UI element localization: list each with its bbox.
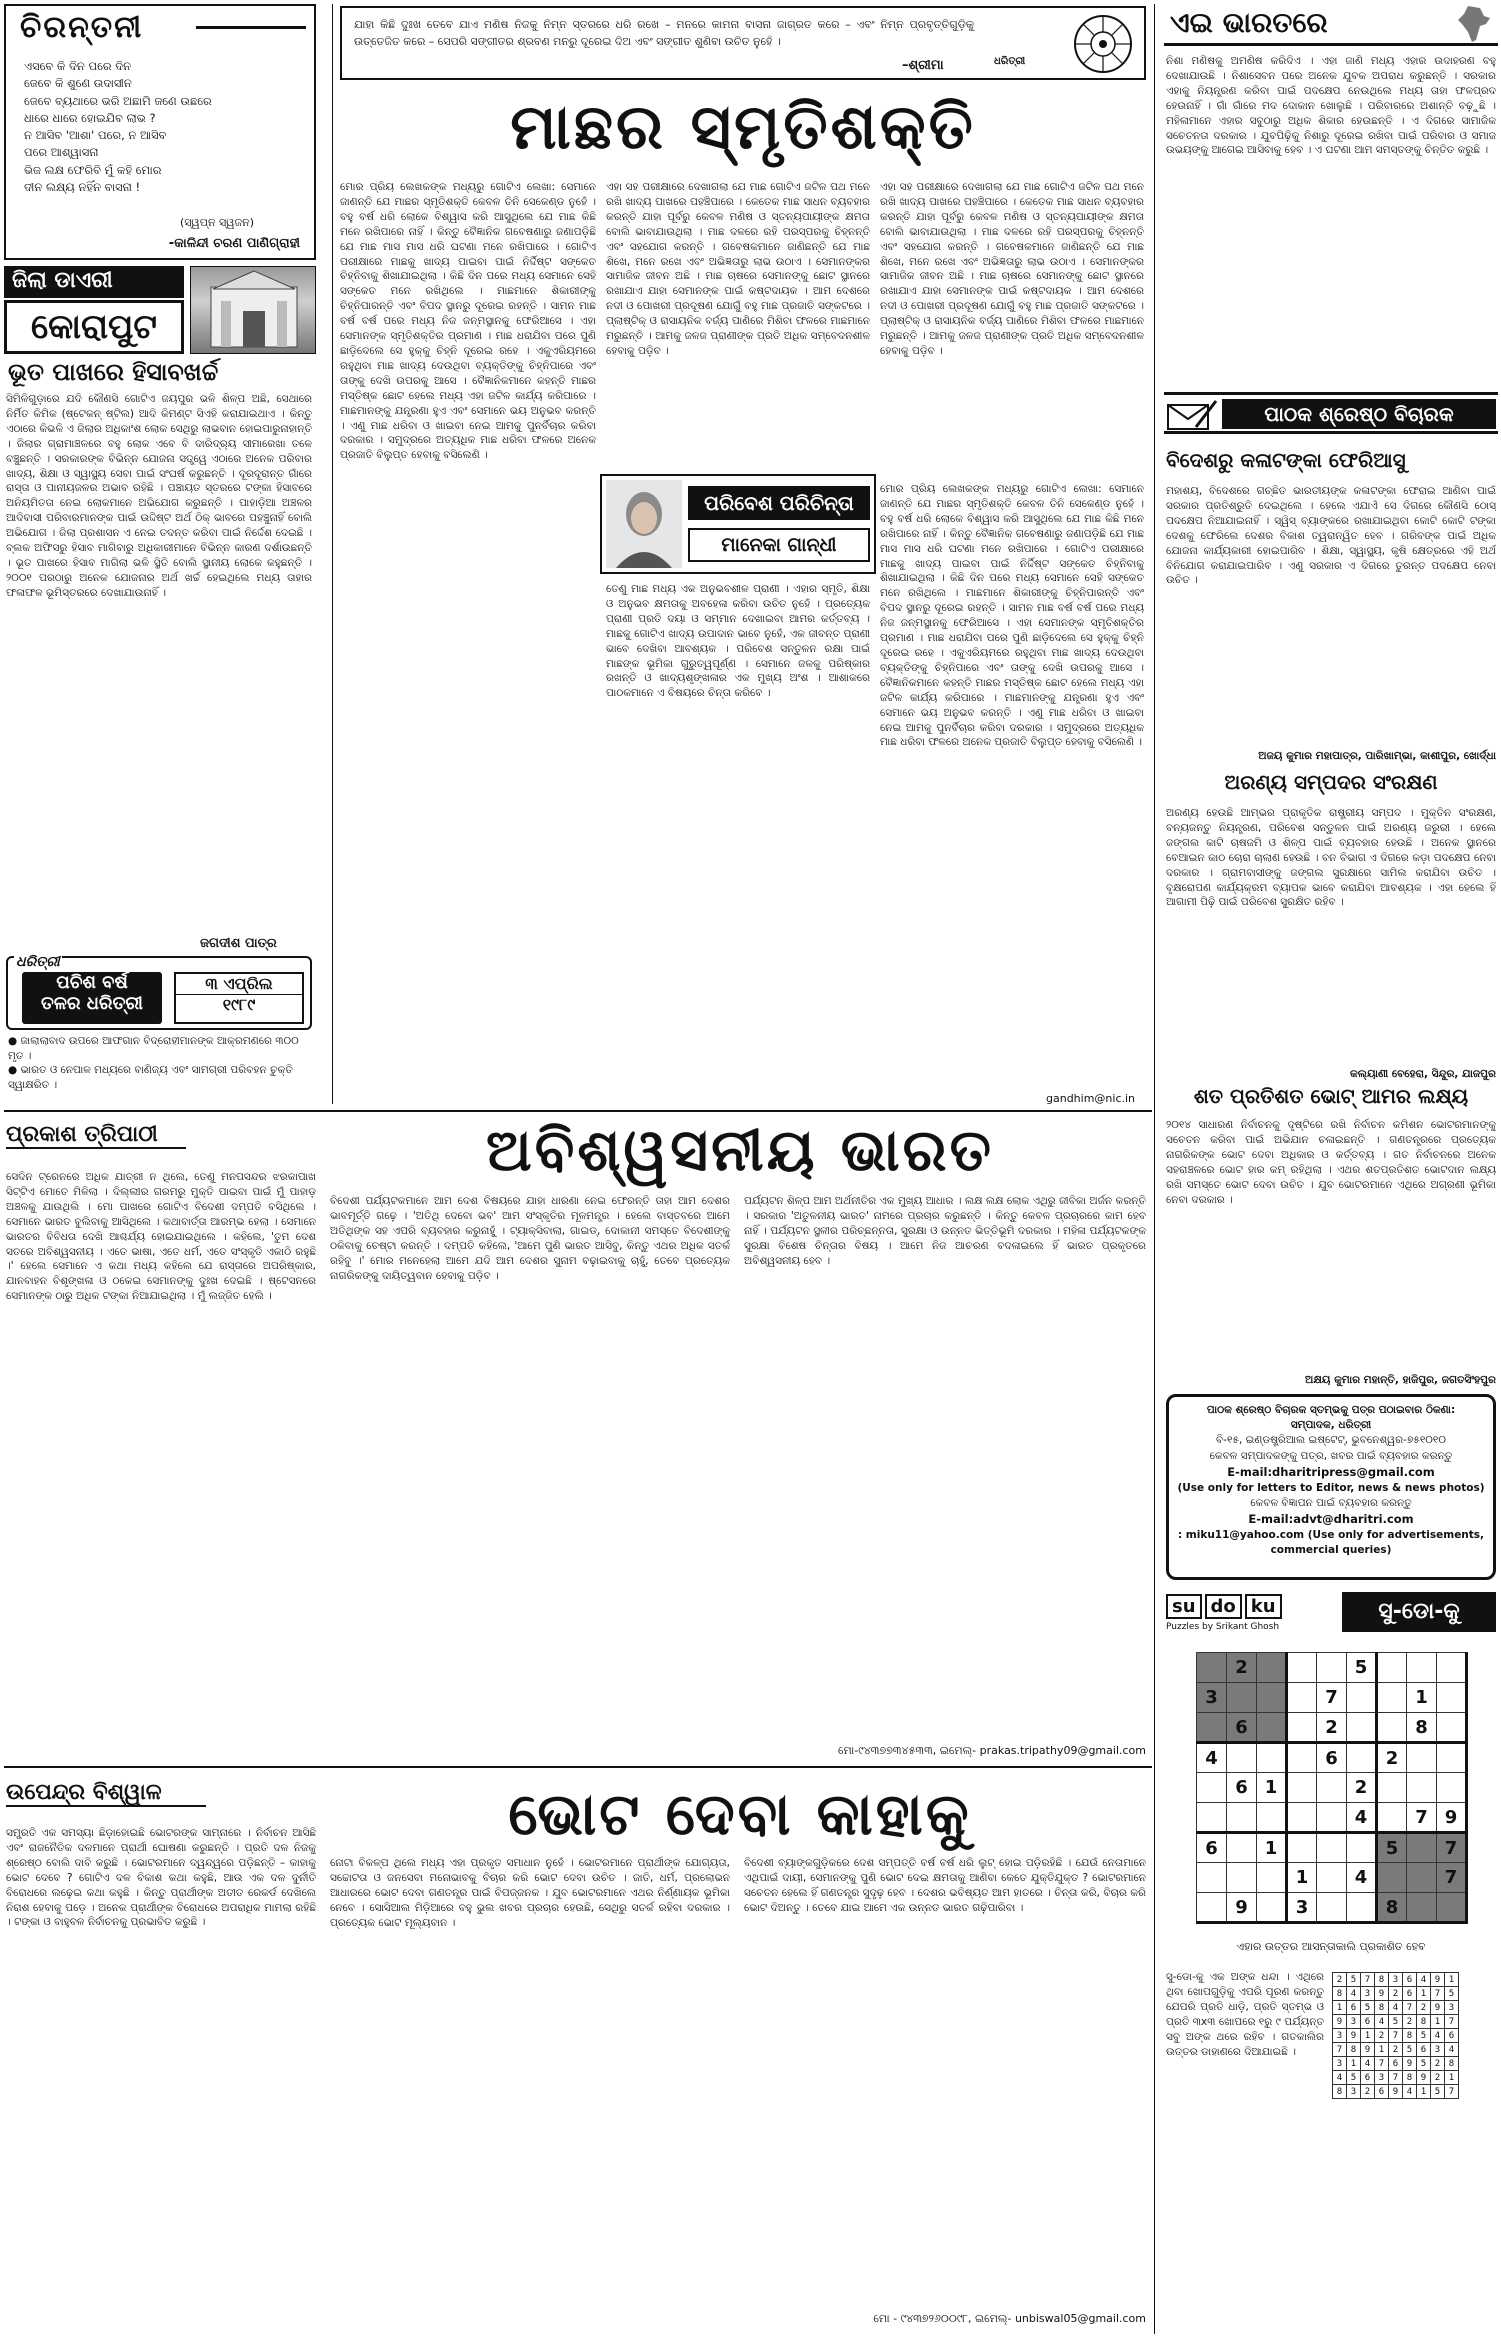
sudoku-cell[interactable] [1407,1773,1437,1803]
contact-email[interactable]: E-mail:dharitripress@gmail.com [1227,1464,1435,1479]
solution-cell: 4 [1361,2057,1375,2071]
pathak-title: ପାଠକ ଶ୍ରେଷ୍ଠ ବିଚାରକ [1222,399,1496,429]
anniv-date1: ୩ ଏପ୍ରିଲ [176,974,302,995]
sudoku-cell[interactable]: 4 [1347,1863,1377,1893]
contact-box [1166,1394,1496,1580]
sudoku-cell[interactable] [1227,1683,1257,1713]
sudoku-cell[interactable] [1437,1683,1467,1713]
zilla-diary-label: ଜିଲା ଡାଏରୀ [4,266,184,298]
solution-cell: 9 [1431,1973,1445,1987]
sudoku-cell[interactable]: 5 [1377,1833,1407,1863]
zilla-text: ସିମିଳିଗୁଡ଼ାରେ ଯଦି କୌଣସି ଗୋଟିଏ ଜୟପୁର ଭଳି ଶିଳ୍ପ ଅଛି, ସେଥାରେ ନିର୍ମିତ କିମିକ (ଷ୍ଟେକନ୍‌ ଷ୍ଟିଲ) ଆଦି କିମଣ୍ଟ ସିଏହି କରାଯାଇଥାଏ । କିନ୍ତୁ ଏଠାରେ କିଭଳି ଏ ଜିଲାର ଅଧିକାଂଶ ଲୋକ ସେଥିରୁ ଲାଭବାନ ହୋଇପାରୁନାହାନ୍ତି । ଜିଲାର ଗ୍ରାମାଞ୍ଚଳରେ ବହୁ ଲୋକ ଏବେ ବି ଦାରିଦ୍ର୍ୟ ସୀମାରେଖା ତଳେ ବଞ୍ଚୁଛନ୍ତି । ସରକାରଙ୍କ ବିଭିନ୍ନ ଯୋଜନା ସତ୍ତ୍ୱେ ଏଠାରେ ଅନେକ ପରିବାର ଖାଦ୍ୟ, ଶିକ୍ଷା ଓ ସ୍ୱାସ୍ଥ୍ୟ ସେବା ପାଇଁ ସଂଘର୍ଷ କରୁଛନ୍ତି । ଦୂରଦୂରାନ୍ତ ଗାଁରେ ରାସ୍ତା ଓ ପାନୀୟଜଳର ଅଭାବ ରହିଛି । ପଞ୍ଚାୟତ ସ୍ତରରେ ଟଙ୍କା ହିସାବରେ ଅନିୟମିତତା ନେଇ ଲୋକମାନେ ଅଭିଯୋଗ କରୁଛନ୍ତି । ପାହାଡ଼ିଆ ଅଞ୍ଚଳର ଆଦିବାସୀ ପରିବାରମାନଙ୍କ ପାଇଁ ଉଦ୍ଦିଷ୍ଟ ଅର୍ଥ ଠିକ୍ ଭାବରେ ପହଞ୍ଚୁନାହିଁ ବୋଲି ଅଭିଯୋଗ । ଜିଲା ପ୍ରଶାସନ ଏ ନେଇ ତଦନ୍ତ କରିବା ପାଇଁ ନିର୍ଦ୍ଦେଶ ଦେଇଛି । ବ୍ଲକ ଅଫିସରୁ ହିସାବ ମାଗିବାରୁ ଅଧିକାରୀମାନେ ବିଭିନ୍ନ କାରଣ ଦର୍ଶାଉଛନ୍ତି । ଭୂତ ପାଖରେ ହିସାବ ମାଗିଲା ଭଳି ସ୍ଥିତି ବୋଲି ସ୍ଥାନୀୟ ଲୋକେ କହୁଛନ୍ତି । ୨୦୦୧ ପରଠାରୁ ଅନେକ ଯୋଜନାର ଅର୍ଥ ଖର୍ଚ୍ଚ ହେଇଥିଲେ ମଧ୍ୟ ତାହାର ଫଳାଫଳ ଭୂମିସ୍ତରରେ ଦେଖାଯାଉନାହିଁ । [6,393,312,599]
solution-cell: 3 [1333,2057,1347,2071]
zilla-headline: ଭୂତ ପାଖରେ ହିସାବଖର୍ଚ୍ଚ [8,358,219,386]
solution-cell: 2 [1375,2029,1389,2043]
sudoku-rules: ସୁ-ଡୋ-କୁ ଏକ ଅଙ୍କ ଧନ୍ଦା । ଏଥିରେ ଥିବା ଖୋପଗୁଡ଼ିକୁ ଏପରି ପୂରଣ କରନ୍ତୁ ଯେପରି ପ୍ରତି ଧାଡ଼ି, ପ୍ରତି ସ୍ତମ୍ଭ ଓ ପ୍ରତି ୩x୩ ଖୋପରେ ୧ରୁ ୯ ପର୍ଯ୍ୟନ୍ତ ସବୁ ଅଙ୍କ ଥରେ ରହିବ । ଗତକାଲିର ଉତ୍ତର ଡାହାଣରେ ଦିଆଯାଇଛି । [1166,1971,1324,2058]
title-rule [196,26,306,29]
solution-cell: 6 [1403,1973,1417,1987]
sudoku-cell[interactable] [1347,1893,1377,1923]
abiswas-col3: ପର୍ଯ୍ୟଟନ ଶିଳ୍ପ ଆମ ଅର୍ଥନୀତିର ଏକ ମୁଖ୍ୟ ଆଧାର । ଲକ୍ଷ ଲକ୍ଷ ଲୋକ ଏଥିରୁ ଜୀବିକା ଅର୍ଜନ କରନ୍ତି । ସରକାର 'ଅତୁଳନୀୟ ଭାରତ' ନାମରେ ପ୍ରଚାର କରୁଛନ୍ତି । କିନ୍ତୁ କେବଳ ପ୍ରଚାରରେ କାମ ହେବ ନାହିଁ । ପର୍ଯ୍ୟଟନ ସ୍ଥଳୀର ପରିଚ୍ଛନ୍ନତା, ସୁରକ୍ଷା ଓ ଉନ୍ନତ ଭିତ୍ତିଭୂମି ଦରକାର । ମହିଳା ପର୍ଯ୍ୟଟକଙ୍କ ସୁରକ୍ଷା ବିଶେଷ ଚିନ୍ତାର ବିଷୟ । ଆମେ ନିଜ ଆଚରଣ ବଦଳାଇଲେ ହିଁ ଭାରତ ପ୍ରକୃତରେ ଅବିଶ୍ୱସନୀୟ ହେବ । [744,1195,1146,1267]
solution-cell: 1 [1445,2071,1459,2085]
contact-line: (Use only for letters to Editor, news & news photos) [1177,1481,1485,1494]
chirantani-author: -କାଳିନ୍ଦୀ ଚରଣ ପାଣିଗ୍ରାହୀ [168,236,300,251]
solution-cell: 3 [1375,2071,1389,2085]
sudoku-cell[interactable] [1257,1803,1287,1833]
fish-col1: ମୋର ପ୍ରିୟ ଲେଖକଙ୍କ ମଧ୍ୟରୁ ଗୋଟିଏ ଲେଖା: ସେମାନେ ଜାଣନ୍ତି ଯେ ମାଛର ସ୍ମୃତିଶକ୍ତି କେବଳ ତିନି ସେକେଣ୍ଡ ନୁହେଁ । ବହୁ ବର୍ଷ ଧରି ଲୋକେ ବିଶ୍ୱାସ କରି ଆସୁଥିଲେ ଯେ ମାଛ କିଛି ମନେ ରଖିପାରେ ନାହିଁ । କିନ୍ତୁ ବୈଜ୍ଞାନିକ ଗବେଷଣାରୁ ଜଣାପଡ଼ିଛି ଯେ ମାଛ ମାସ ମାସ ଧରି ଘଟଣା ମନେ ରଖିପାରେ । ଗୋଟିଏ ପରୀକ୍ଷାରେ ମାଛକୁ ଖାଦ୍ୟ ପାଇବା ପାଇଁ ନିର୍ଦ୍ଦିଷ୍ଟ ସଙ୍କେତ ଚିହ୍ନିବାକୁ ଶିଖାଯାଇଥିଲା । କିଛି ଦିନ ପରେ ମଧ୍ୟ ସେମାନେ ସେହି ସଙ୍କେତ ମନେ ରଖିଥିଲେ । ମାଛମାନେ ଶିକାରୀଙ୍କୁ ଚିହ୍ନିପାରନ୍ତି ଏବଂ ବିପଦ ସ୍ଥାନରୁ ଦୂରେଇ ରହନ୍ତି । ସାମନ ମାଛ ବର୍ଷ ବର୍ଷ ପରେ ମଧ୍ୟ ନିଜ ଜନ୍ମସ୍ଥାନକୁ ଫେରିଆସେ । ଏହା ସେମାନଙ୍କ ସ୍ମୃତିଶକ୍ତିର ପ୍ରମାଣ । ମାଛ ଧରାଯିବା ପରେ ପୁଣି ଛାଡ଼ିଦେଲେ ସେ ହୁକ୍‌କୁ ଚିହ୍ନି ଦୂରେଇ ରହେ । ଏକୁଏରିୟମରେ ରହୁଥିବା ମାଛ ଖାଦ୍ୟ ଦେଉଥିବା ବ୍ୟକ୍ତିଙ୍କୁ ଚିହ୍ନିପାରେ ଏବଂ ତାଙ୍କୁ ଦେଖି ଉପରକୁ ଆସେ । ବୈଜ୍ଞାନିକମାନେ କହନ୍ତି ମାଛର ମସ୍ତିଷ୍କ ଛୋଟ ହେଲେ ମଧ୍ୟ ଏହା ଜଟିଳ କାର୍ଯ୍ୟ କରିପାରେ । ମାଛମାନଙ୍କୁ ଯନ୍ତ୍ରଣା ହୁଏ ଏବଂ ସେମାନେ ଭୟ ଅନୁଭବ କରନ୍ତି । ଏଣୁ ମାଛ ଧରିବା ଓ ଖାଇବା ନେଇ ଆମକୁ ପୁନର୍ବିଚାର କରିବା ଦରକାର । ସମୁଦ୍ରରେ ଅତ୍ୟଧିକ ମାଛ ଧରିବା ଫଳରେ ଅନେକ ପ୍ରଜାତି ବିଲୁପ୍ତ ହେବାକୁ ବସିଲେଣି । [340,181,596,462]
temple-photo [190,266,316,354]
sudoku-cell[interactable] [1407,1743,1437,1773]
solution-cell: 3 [1347,2085,1361,2099]
solution-cell: 1 [1431,2015,1445,2029]
solution-cell: 2 [1361,2085,1375,2099]
sudoku-row [1197,1893,1467,1923]
sudoku-cell[interactable]: 1 [1257,1773,1287,1803]
solution-cell: 7 [1389,2071,1403,2085]
sudoku-cell[interactable] [1227,1833,1257,1863]
solution-cell: 7 [1445,2015,1459,2029]
solution-cell: 6 [1361,2071,1375,2085]
sudoku-cell[interactable]: 2 [1377,1743,1407,1773]
ei-bharatare-header [1164,4,1498,46]
solution-cell: 1 [1333,2001,1347,2015]
sudoku-cell[interactable]: 9 [1437,1803,1467,1833]
solution-cell: 7 [1333,2043,1347,2057]
column-author: ମାନେକା ଗାନ୍ଧୀ [688,528,870,562]
sudoku-cell[interactable] [1197,1893,1227,1923]
solution-cell: 9 [1389,2085,1403,2099]
contact-line: ବି-୧୫, ଇଣ୍ଡଷ୍ଟ୍ରିଆଲ ଇଷ୍ଟେଟ୍, ଭୁବନେଶ୍ୱର-୭୫୧୦୧୦ [1216,1434,1446,1447]
fish-col3: ଏହା ସହ ପରୀକ୍ଷାରେ ଦେଖାଗଲା ଯେ ମାଛ ଗୋଟିଏ ଜଟିଳ ପଥ ମନେ ରଖି ଖାଦ୍ୟ ପାଖରେ ପହଞ୍ଚିପାରେ । କେତେକ ମାଛ ସାଧନ ବ୍ୟବହାର କରନ୍ତି ଯାହା ପୂର୍ବରୁ କେବଳ ମଣିଷ ଓ ସ୍ତନ୍ୟପାୟୀଙ୍କ କ୍ଷମତା ବୋଲି ଭାବାଯାଉଥିଲା । ମାଛ ଦଳରେ ରହି ପରସ୍ପରକୁ ଚିହ୍ନନ୍ତି ଏବଂ ସହଯୋଗ କରନ୍ତି । ଗବେଷକମାନେ ଜାଣିଛନ୍ତି ଯେ ମାଛ ଶିଖେ, ମନେ ରଖେ ଏବଂ ଅଭିଜ୍ଞତାରୁ ଲାଭ ଉଠାଏ । ସେମାନଙ୍କର ସାମାଜିକ ଜୀବନ ଅଛି । ମାଛ ଚାଷରେ ସେମାନଙ୍କୁ ଛୋଟ ସ୍ଥାନରେ ରଖାଯାଏ ଯାହା ସେମାନଙ୍କ ପାଇଁ କଷ୍ଟଦାୟକ । ଆମ ଦେଶରେ ନଦୀ ଓ ପୋଖରୀ ପ୍ରଦୂଷଣ ଯୋଗୁଁ ବହୁ ମାଛ ପ୍ରଜାତି ସଙ୍କଟରେ । ପ୍ଲାଷ୍ଟିକ୍ ଓ ରାସାୟନିକ ବର୍ଜ୍ୟ ପାଣିରେ ମିଶିବା ଫଳରେ ମାଛମାନେ ମରୁଛନ୍ତି । ଆମକୁ ଜଳଜ ପ୍ରାଣୀଙ୍କ ପ୍ରତି ଅଧିକ ସମ୍ବେଦନଶୀଳ ହେବାକୁ ପଡ଼ିବ । [880,181,1144,357]
solution-cell: 2 [1403,2015,1417,2029]
solution-cell: 4 [1417,1973,1431,1987]
sudoku-cell[interactable]: 3 [1287,1893,1317,1923]
solution-cell: 9 [1375,1987,1389,2001]
section-rule [4,1766,1152,1768]
solution-cell: 2 [1431,2057,1445,2071]
vote-col1: ସମ୍ପ୍ରତି ଏକ ସମସ୍ୟା ଛିଡ଼ାହୋଇଛି ଭୋଟରଙ୍କ ସାମ୍ନାରେ । ନିର୍ବାଚନ ଆସିଛି ଏବଂ ରାଜନୈତିକ ଦଳମାନେ ପ୍ରାର୍ଥୀ ଘୋଷଣା କରୁଛନ୍ତି । ପ୍ରତି ଦଳ ନିଜକୁ ଶ୍ରେଷ୍ଠ ବୋଲି ଦାବି କରୁଛି । ଭୋଟରମାନେ ଦ୍ୱନ୍ଦ୍ୱରେ ପଡ଼ିଛନ୍ତି – କାହାକୁ ଭୋଟ ଦେବେ ? ଗୋଟିଏ ଦଳ ବିକାଶ କଥା କହୁଛି, ଆଉ ଏକ ଦଳ ଦୁର୍ନୀତି ବିରୋଧରେ ଲଢ଼େଇ କଥା କହୁଛି । କିନ୍ତୁ ପ୍ରାର୍ଥୀଙ୍କ ଅତୀତ ରେକର୍ଡ ଦେଖିଲେ ନିରାଶ ହେବାକୁ ପଡ଼େ । ଅନେକ ପ୍ରାର୍ଥୀଙ୍କ ବିରୋଧରେ ଅପରାଧିକ ମାମଲା ରହିଛି । ଟଙ୍କା ଓ ବାହୁବଳ ନିର୍ବାଚନକୁ ପ୍ରଭାବିତ କରୁଛି । [6,1827,316,1929]
solution-cell: 3 [1445,2001,1459,2015]
sudoku-cell[interactable] [1287,1683,1317,1713]
sudoku-cell[interactable] [1437,1713,1467,1743]
sudoku-cell[interactable] [1317,1893,1347,1923]
ei-bharatare-text: ନିଶା ମଣିଷକୁ ଅମଣିଷ କରିଦିଏ । ଏହା ଜାଣି ମଧ୍ୟ ଏହାର ଉଦାହରଣ ବହୁ ଦେଖାଯାଉଛି । ନିଶାସେବନ ପରେ ଅନେକ ଯୁବକ ଅପରାଧ କରୁଛନ୍ତି । ସରକାର ଏହାକୁ ନିୟନ୍ତ୍ରଣ କରିବା ପାଇଁ ପଦକ୍ଷେପ ନେଉଥିଲେ ମଧ୍ୟ ତାହା ଫଳପ୍ରଦ ହେଉନାହିଁ । ଗାଁ ଗାଁରେ ମଦ ଦୋକାନ ଖୋଲୁଛି । ପରିବାରରେ ଅଶାନ୍ତି ବଢ଼ୁଛି । ମହିଳାମାନେ ଏହାର ସବୁଠାରୁ ଅଧିକ ଶିକାର ହେଉଛନ୍ତି । ଏ ଦିଗରେ ସାମାଜିକ ସଚେତନତା ଦରକାର । ଯୁବପିଢ଼ିକୁ ନିଶାରୁ ଦୂରେଇ ରଖିବା ପାଇଁ ପରିବାର ଓ ସମାଜ ଉଭୟଙ୍କୁ ଆଗେଇ ଆସିବାକୁ ହେବ । ଏ ଘଟଣା ଆମ ସମସ୍ତଙ୍କୁ ଚିନ୍ତିତ କରୁଛି । [1166,55,1496,157]
pathak-header [1164,392,1498,434]
sudoku-cell[interactable] [1347,1743,1377,1773]
abiswas-email: ମୋ-୯୪୩୭୭୩୪୫୩୩, ଇମେଲ୍- prakas.tripathy09@gmail.com [838,1744,1146,1757]
solution-cell: 3 [1361,1987,1375,2001]
vote-col3: ବିଦେଶୀ ବ୍ୟାଙ୍କଗୁଡ଼ିକରେ ଦେଶ ସମ୍ପତ୍ତି ବର୍ଷ ବର୍ଷ ଧରି ଲୁଟ୍ ହୋଇ ପଡ଼ିରହିଛି । ଯେଉଁ ନେତାମାନେ ଏଥିପାଇଁ ଦାୟୀ, ସେମାନଙ୍କୁ ପୁଣି ଭୋଟ ଦେଇ କ୍ଷମତାକୁ ଆଣିବା କେତେ ଯୁକ୍ତିଯୁକ୍ତ ? ଭୋଟରମାନେ ସଚେତନ ହେଲେ ହିଁ ଗଣତନ୍ତ୍ର ସୁଦୃଢ଼ ହେବ । ଦେଶର ଭବିଷ୍ୟତ ଆମ ହାତରେ । ଚିନ୍ତା କରି, ବିଚାର କରି ଭୋଟ ଦିଅନ୍ତୁ । ତେବେ ଯାଇ ଆମେ ଏକ ଉନ୍ନତ ଭାରତ ଗଢ଼ିପାରିବା । [744,1857,1146,1914]
sudoku-cell[interactable] [1317,1863,1347,1893]
fish-email: gandhim@nic.in [1046,1092,1136,1105]
pathak-item1-author: ଅଜୟ କୁମାର ମହାପାତ୍ର, ପାରିଖାମ୍ଭା, କାଶୀପୁର, ଖୋର୍ଦ୍ଧା [1258,750,1496,762]
pathak-item3-title: ଶତ ପ୍ରତିଶତ ଭୋଟ୍ ଆମର ଲକ୍ଷ୍ୟ [1193,1084,1469,1108]
solution-cell: 7 [1361,1973,1375,1987]
sudoku-cell[interactable] [1287,1833,1317,1863]
sudoku-row [1197,1743,1467,1773]
solution-row [1333,2043,1459,2057]
sudoku-cell[interactable] [1377,1653,1407,1683]
solution-cell: 2 [1333,1973,1347,1987]
sudoku-cell[interactable] [1437,1743,1467,1773]
sudoku-solution-grid [1332,1972,1459,2099]
sudoku-cell[interactable] [1227,1803,1257,1833]
solution-row [1333,2085,1459,2099]
solution-cell: 9 [1347,2029,1361,2043]
sudoku-cell[interactable]: 7 [1437,1833,1467,1863]
sudoku-row [1197,1653,1467,1683]
sudoku-cell[interactable] [1377,1863,1407,1893]
solution-cell: 6 [1417,2043,1431,2057]
solution-cell: 8 [1347,2043,1361,2057]
solution-cell: 5 [1347,1973,1361,1987]
column-name: ପରିବେଶ ପରିଚିନ୍ତା [688,486,870,520]
india-map-icon [1454,4,1494,44]
sudoku-cell[interactable] [1197,1803,1227,1833]
solution-row [1333,2015,1459,2029]
section-rule [4,1110,1152,1112]
solution-cell: 9 [1361,2043,1375,2057]
solution-cell: 4 [1375,2015,1389,2029]
sudoku-row [1197,1833,1467,1863]
solution-cell: 4 [1389,2001,1403,2015]
solution-cell: 7 [1389,2029,1403,2043]
sudoku-header [1166,1592,1496,1638]
solution-row [1333,2001,1459,2015]
sudoku-cell[interactable] [1347,1713,1377,1743]
solution-cell: 1 [1417,1987,1431,2001]
solution-cell: 7 [1445,2085,1459,2099]
district-name: କୋରାପୁଟ [4,300,184,354]
sudoku-cell[interactable] [1227,1863,1257,1893]
sudoku-cell[interactable]: 6 [1227,1713,1257,1743]
sudoku-logo [1166,1594,1282,1619]
portrait-icon [606,480,682,568]
solution-cell: 8 [1417,2015,1431,2029]
sudoku-grid[interactable] [1196,1652,1468,1924]
solution-cell: 8 [1403,2071,1417,2085]
solution-cell: 4 [1347,1987,1361,2001]
sudoku-row [1197,1713,1467,1743]
anniv-bullet: ● ଭାରତ ଓ ନେପାଳ ମଧ୍ୟରେ ବାଣିଜ୍ୟ ଏବଂ ସାମଗ୍ରୀ ପରିବହନ ଚୁକ୍ତି ସ୍ୱାକ୍ଷରିତ । [8,1064,293,1092]
sudoku-cell[interactable] [1197,1713,1227,1743]
sudoku-cell[interactable]: 7 [1437,1863,1467,1893]
pathak-item2-title: ଅରଣ୍ୟ ସମ୍ପଦର ସଂରକ୍ଷଣ [1224,770,1438,794]
sudoku-cell[interactable]: 2 [1347,1773,1377,1803]
ei-bharatare-title: ଏଇ ଭାରତରେ [1170,6,1328,39]
solution-cell: 8 [1333,2085,1347,2099]
anniv-dark-panel [22,972,162,1024]
sudoku-cell[interactable] [1407,1893,1437,1923]
contact-line: ସମ୍ପାଦକ, ଧରିତ୍ରୀ [1290,1419,1372,1432]
sudoku-cell[interactable] [1287,1713,1317,1743]
quote-text: ଯାହା କିଛି ଦୁଃଖ ତେବେ ଯାଏ ମଣିଷ ନିଜକୁ ନିମ୍ନ ସ୍ତରରେ ଧରି ରଖେ – ମନରେ କାମନା ବାସନା ଜାଗ୍ରତ କରେ – ଏବଂ ନିମ୍ନ ପ୍ରବୃତ୍ତିଗୁଡ଼ିକୁ ଉତ୍ତେଜିତ କରେ – ସେପରି ସଙ୍ଗୀତର ଶ୍ରବଣ ମନରୁ ଦୂରେଇ ଦିଅ ଏବଂ ସଙ୍ଗୀତ ଶୁଣିବା ଉଚିତ ନୁହେଁ । [354,18,974,49]
sudoku-logo-part: do [1205,1594,1242,1619]
solution-cell: 4 [1445,2043,1459,2057]
fish-col2: ଏହା ସହ ପରୀକ୍ଷାରେ ଦେଖାଗଲା ଯେ ମାଛ ଗୋଟିଏ ଜଟିଳ ପଥ ମନେ ରଖି ଖାଦ୍ୟ ପାଖରେ ପହଞ୍ଚିପାରେ । କେତେକ ମାଛ ସାଧନ ବ୍ୟବହାର କରନ୍ତି ଯାହା ପୂର୍ବରୁ କେବଳ ମଣିଷ ଓ ସ୍ତନ୍ୟପାୟୀଙ୍କ କ୍ଷମତା ବୋଲି ଭାବାଯାଉଥିଲା । ମାଛ ଦଳରେ ରହି ପରସ୍ପରକୁ ଚିହ୍ନନ୍ତି ଏବଂ ସହଯୋଗ କରନ୍ତି । ଗବେଷକମାନେ ଜାଣିଛନ୍ତି ଯେ ମାଛ ଶିଖେ, ମନେ ରଖେ ଏବଂ ଅଭିଜ୍ଞତାରୁ ଲାଭ ଉଠାଏ । ସେମାନଙ୍କର ସାମାଜିକ ଜୀବନ ଅଛି । ମାଛ ଚାଷରେ ସେମାନଙ୍କୁ ଛୋଟ ସ୍ଥାନରେ ରଖାଯାଏ ଯାହା ସେମାନଙ୍କ ପାଇଁ କଷ୍ଟଦାୟକ । ଆମ ଦେଶରେ ନଦୀ ଓ ପୋଖରୀ ପ୍ରଦୂଷଣ ଯୋଗୁଁ ବହୁ ମାଛ ପ୍ରଜାତି ସଙ୍କଟରେ । ପ୍ଲାଷ୍ଟିକ୍ ଓ ରାସାୟନିକ ବର୍ଜ୍ୟ ପାଣିରେ ମିଶିବା ଫଳରେ ମାଛମାନେ ମରୁଛନ୍ତି । ଆମକୁ ଜଳଜ ପ୍ରାଣୀଙ୍କ ପ୍ରତି ଅଧିକ ସମ୍ବେଦନଶୀଳ ହେବାକୁ ପଡ଼ିବ । [606,181,870,357]
sudoku-credit: Puzzles by Srikant Ghosh [1166,1622,1280,1632]
sudoku-cell[interactable] [1347,1683,1377,1713]
anniv-bullets [8,1034,312,1093]
solution-cell: 1 [1375,2043,1389,2057]
sudoku-cell[interactable] [1197,1863,1227,1893]
sudoku-cell[interactable] [1257,1713,1287,1743]
solution-cell: 2 [1389,2043,1403,2057]
chirantani-title: ଚିରନ୍ତନୀ [20,10,144,45]
sudoku-cell[interactable] [1257,1893,1287,1923]
solution-cell: 6 [1389,2057,1403,2071]
pathak-item2-author: କଲ୍ୟାଣୀ ବେହେରା, ସିନ୍ଦୁର, ଯାଜପୁର [1350,1068,1496,1080]
solution-cell: 7 [1431,1987,1445,2001]
solution-cell: 4 [1431,2029,1445,2043]
solution-cell: 3 [1389,1973,1403,1987]
vote-email: ମୋ - ୯୪୩୭୨୬୦୦୯୮, ଇମେଲ୍- unbiswal05@gmail.com [873,2312,1146,2325]
sudoku-row [1197,1863,1467,1893]
sudoku-cell[interactable]: 7 [1317,1683,1347,1713]
sudoku-cell[interactable] [1437,1653,1467,1683]
sudoku-cell[interactable]: 3 [1197,1683,1227,1713]
solution-cell: 5 [1361,2001,1375,2015]
solution-cell: 1 [1445,1973,1459,1987]
sudoku-cell[interactable] [1347,1833,1377,1863]
sudoku-cell[interactable] [1317,1653,1347,1683]
solution-row [1333,2029,1459,2043]
sudoku-row [1197,1773,1467,1803]
vote-headline: ଭୋଟ ଦେବା କାହାକୁ [508,1780,972,1848]
quote-logo: ଧରିତ୍ରୀ [994,56,1026,67]
sudoku-cell[interactable]: 2 [1227,1653,1257,1683]
chirantani-poem: ଏସବେ କି ଦିନ ପରେ ଦିନ ଜେବେ କି ଶୁଣେ ଉଦାସୀନ ଜେବେ ବ୍ୟଥାରେ ଭରି ଅଛାମି ଜଣେ ଉଛରେ ଧାରେ ଧାରେ ହୋଇଯିବ ଲାଭ ? ନ ଆସିବ 'ଆଶା' ପରେ, ନ ଆସିବ ପରେ ଆଶ୍ୱାସନା ଭିଜ ଲକ୍ଷ ଫେରିବି ମୁଁ କହି ମୋର ଦୀନ ଲକ୍ଷ୍ୟ ନହିଁନ ବାସନା ! [24,59,212,194]
anniv-brand: ଧରିତ୍ରୀ [16,954,60,970]
sudoku-cell[interactable]: 2 [1317,1713,1347,1743]
sudoku-cell[interactable]: 8 [1377,1893,1407,1923]
contact-line: କେବଳ ବିଜ୍ଞାପନ ପାଇଁ ବ୍ୟବହାର କରନ୍ତୁ [1250,1496,1412,1509]
sudoku-cell[interactable]: 5 [1347,1653,1377,1683]
solution-cell: 2 [1431,2071,1445,2085]
solution-cell: 8 [1333,1987,1347,2001]
solution-cell: 1 [1417,2085,1431,2099]
sudoku-row [1197,1803,1467,1833]
quote-box [340,6,1146,80]
quote-author: –ଶ୍ରୀମା [902,58,944,73]
chirantani-box [4,4,316,260]
solution-row [1333,2071,1459,2085]
sudoku-cell[interactable] [1377,1713,1407,1743]
pathak-item3-author: ଅକ୍ଷୟ କୁମାର ମହାନ୍ତି, ହାଜିପୁର, ଜଗତସିଂହପୁର [1305,1374,1496,1386]
sudoku-cell[interactable]: 6 [1317,1743,1347,1773]
sudoku-cell[interactable] [1257,1743,1287,1773]
envelope-pen-icon [1166,399,1218,433]
anniv-line1: ପଚିଶ ବର୍ଷ [56,972,128,993]
sudoku-cell[interactable] [1257,1683,1287,1713]
fish-col3-bottom: ମୋର ପ୍ରିୟ ଲେଖକଙ୍କ ମଧ୍ୟରୁ ଗୋଟିଏ ଲେଖା: ସେମାନେ ଜାଣନ୍ତି ଯେ ମାଛର ସ୍ମୃତିଶକ୍ତି କେବଳ ତିନି ସେକେଣ୍ଡ ନୁହେଁ । ବହୁ ବର୍ଷ ଧରି ଲୋକେ ବିଶ୍ୱାସ କରି ଆସୁଥିଲେ ଯେ ମାଛ କିଛି ମନେ ରଖିପାରେ ନାହିଁ । କିନ୍ତୁ ବୈଜ୍ଞାନିକ ଗବେଷଣାରୁ ଜଣାପଡ଼ିଛି ଯେ ମାଛ ମାସ ମାସ ଧରି ଘଟଣା ମନେ ରଖିପାରେ । ଗୋଟିଏ ପରୀକ୍ଷାରେ ମାଛକୁ ଖାଦ୍ୟ ପାଇବା ପାଇଁ ନିର୍ଦ୍ଦିଷ୍ଟ ସଙ୍କେତ ଚିହ୍ନିବାକୁ ଶିଖାଯାଇଥିଲା । କିଛି ଦିନ ପରେ ମଧ୍ୟ ସେମାନେ ସେହି ସଙ୍କେତ ମନେ ରଖିଥିଲେ । ମାଛମାନେ ଶିକାରୀଙ୍କୁ ଚିହ୍ନିପାରନ୍ତି ଏବଂ ବିପଦ ସ୍ଥାନରୁ ଦୂରେଇ ରହନ୍ତି । ସାମନ ମାଛ ବର୍ଷ ବର୍ଷ ପରେ ମଧ୍ୟ ନିଜ ଜନ୍ମସ୍ଥାନକୁ ଫେରିଆସେ । ଏହା ସେମାନଙ୍କ ସ୍ମୃତିଶକ୍ତିର ପ୍ରମାଣ । ମାଛ ଧରାଯିବା ପରେ ପୁଣି ଛାଡ଼ିଦେଲେ ସେ ହୁକ୍‌କୁ ଚିହ୍ନି ଦୂରେଇ ରହେ । ଏକୁଏରିୟମରେ ରହୁଥିବା ମାଛ ଖାଦ୍ୟ ଦେଉଥିବା ବ୍ୟକ୍ତିଙ୍କୁ ଚିହ୍ନିପାରେ ଏବଂ ତାଙ୍କୁ ଦେଖି ଉପରକୁ ଆସେ । ବୈଜ୍ଞାନିକମାନେ କହନ୍ତି ମାଛର ମସ୍ତିଷ୍କ ଛୋଟ ହେଲେ ମଧ୍ୟ ଏହା ଜଟିଳ କାର୍ଯ୍ୟ କରିପାରେ । ମାଛମାନଙ୍କୁ ଯନ୍ତ୍ରଣା ହୁଏ ଏବଂ ସେମାନେ ଭୟ ଅନୁଭବ କରନ୍ତି । ଏଣୁ ମାଛ ଧରିବା ଓ ଖାଇବା ନେଇ ଆମକୁ ପୁନର୍ବିଚାର କରିବା ଦରକାର । ସମୁଦ୍ରରେ ଅତ୍ୟଧିକ ମାଛ ଧରିବା ଫଳରେ ଅନେକ ପ୍ରଜାତି ବିଲୁପ୍ତ ହେବାକୁ ବସିଲେଣି । [880,483,1144,749]
solution-cell: 5 [1403,2043,1417,2057]
pathak-item3-text: ୨୦୧୪ ସାଧାରଣ ନିର୍ବାଚନକୁ ଦୃଷ୍ଟିରେ ରଖି ନିର୍ବାଚନ କମିଶନ ଭୋଟରମାନଙ୍କୁ ସଚେତନ କରିବା ପାଇଁ ଅଭିଯାନ ଚଳାଇଛନ୍ତି । ଗଣତନ୍ତ୍ରରେ ପ୍ରତ୍ୟେକ ନାଗରିକଙ୍କ ଭୋଟ ଦେବା ଅଧିକାର ଓ କର୍ତ୍ତବ୍ୟ । ଗତ ନିର୍ବାଚନରେ ଅନେକ ସହରାଞ୍ଚଳରେ ଭୋଟ ହାର କମ୍ ରହିଥିଲା । ଏଥର ଶତପ୍ରତିଶତ ଭୋଟଦାନ ଲକ୍ଷ୍ୟ ରଖି ସମସ୍ତେ ଭୋଟ ଦେବା ଉଚିତ । ଯୁବ ଭୋଟରମାନେ ଏଥିରେ ଅଗ୍ରଣୀ ଭୂମିକା ନେବା ଦରକାର । [1166,1119,1496,1206]
sudoku-cell[interactable] [1227,1743,1257,1773]
solution-cell: 4 [1333,2071,1347,2085]
lotus-emblem-icon [1068,12,1138,76]
anniv-line2: ତଳର ଧରିତ୍ରୀ [41,993,143,1014]
anniv-date2: ୧୯୮୯ [222,995,256,1014]
sudoku-cell[interactable]: 1 [1257,1833,1287,1863]
sudoku-cell[interactable]: 4 [1197,1743,1227,1773]
sudoku-cell[interactable] [1287,1653,1317,1683]
sudoku-cell[interactable]: 8 [1407,1713,1437,1743]
vote-byline: ଉପେନ୍ଦ୍ର ବିଶ୍ୱାଳ [6,1780,206,1807]
solution-cell: 8 [1445,2057,1459,2071]
solution-cell: 5 [1445,1987,1459,2001]
sudoku-row [1197,1683,1467,1713]
solution-cell: 5 [1389,2015,1403,2029]
solution-cell: 9 [1431,2001,1445,2015]
pathak-item1-text: ମହାଶୟ, ବିଦେଶରେ ଗଚ୍ଛିତ ଭାରତୀୟଙ୍କ କଳାଟଙ୍କା ଫେରାଇ ଆଣିବା ପାଇଁ ସରକାର ପ୍ରତିଶ୍ରୁତି ଦେଇଥିଲେ । ହେଲେ ଏଯାଏଁ ସେ ଦିଗରେ କୌଣସି ଠୋସ୍ ପଦକ୍ଷେପ ନିଆଯାଇନାହିଁ । ସ୍ୱିସ୍ ବ୍ୟାଙ୍କରେ ରଖାଯାଇଥିବା କୋଟି କୋଟି ଟଙ୍କା ଦେଶକୁ ଫେରିଲେ ଦେଶର ବିକାଶ ତ୍ୱରାନ୍ୱିତ ହେବ । ଗରିବଙ୍କ ପାଇଁ ଅଧିକ ଯୋଜନା କାର୍ଯ୍ୟକାରୀ ହୋଇପାରିବ । ଶିକ୍ଷା, ସ୍ୱାସ୍ଥ୍ୟ, କୃଷି କ୍ଷେତ୍ରରେ ଏହି ଅର୍ଥ ବିନିଯୋଗ କରାଯାଇପାରିବ । ଏଣୁ ସରକାର ଏ ଦିଗରେ ତୁରନ୍ତ ପଦକ୍ଷେପ ନେବା ଉଚିତ । [1166,485,1496,587]
abiswas-col1: ସେଦିନ ଟ୍ରେନରେ ଅଧିକ ଯାତ୍ରୀ ନ ଥିଲେ, ତେଣୁ ମନପସନ୍ଦର ଝରକାପାଖ ସିଟ୍‌ଟିଏ ମୋତେ ମିଳିଲା । ଦିଲ୍ଲୀର ଗରମରୁ ମୁକ୍ତି ପାଇବା ପାଇଁ ମୁଁ ପାହାଡ଼ ଅଞ୍ଚଳକୁ ଯାଉଥିଲି । ମୋ ପାଖରେ ଗୋଟିଏ ବିଦେଶୀ ଦମ୍ପତି ବସିଥିଲେ । ସେମାନେ ଭାରତ ବୁଲିବାକୁ ଆସିଥିଲେ । କଥାବାର୍ତ୍ତା ଆରମ୍ଭ ହେଲା । ସେମାନେ ଭାରତର ବିବିଧତା ଦେଖି ଆଶ୍ଚର୍ଯ୍ୟ ହୋଇଯାଇଥିଲେ । କହିଲେ, 'ତୁମ ଦେଶ ସତରେ ଅବିଶ୍ୱସନୀୟ । ଏତେ ଭାଷା, ଏତେ ଧର୍ମ, ଏତେ ସଂସ୍କୃତି ଏକାଠି ରହୁଛି ।' ହେଲେ ସେମାନେ ଏ କଥା ମଧ୍ୟ କହିଲେ ଯେ ରାସ୍ତାରେ ଅପରିଷ୍କାର, ଯାନବାହନ ବିଶୃଙ୍ଖଳା ଓ ଠକେଇ ସେମାନଙ୍କୁ ଦୁଃଖ ଦେଇଛି । ଷ୍ଟେସନରେ ସେମାନଙ୍କ ଠାରୁ ଅଧିକ ଟଙ୍କା ନିଆଯାଇଥିଲା । ମୁଁ ଲଜ୍ଜିତ ହେଲି । [6,1171,316,1303]
solution-cell: 8 [1403,2029,1417,2043]
sudoku-cell[interactable]: 6 [1227,1773,1257,1803]
contact-line: ପାଠକ ଶ୍ରେଷ୍ଠ ବିଚାରକ ସ୍ତମ୍ଭକୁ ପତ୍ର ପଠାଇବାର ଠିକଣା: [1206,1404,1456,1416]
abiswas-headline: ଅବିଶ୍ୱସନୀୟ ଭାରତ [486,1116,994,1184]
contact-line: : miku11@yahoo.com (Use only for advertisements, commercial queries) [1177,1528,1485,1556]
sudoku-cell[interactable] [1197,1773,1227,1803]
sudoku-caption: ଏହାର ଉତ୍ତର ଆସନ୍ତାକାଲି ପ୍ରକାଶିତ ହେବ [1236,1940,1426,1953]
temple-icon [191,267,317,355]
sudoku-cell[interactable] [1287,1743,1317,1773]
pathak-item2-text: ଅରଣ୍ୟ ହେଉଛି ଆମ୍ଭର ପ୍ରାକୃତିକ ରାଷ୍ଟ୍ରୀୟ ସମ୍ପଦ । ମୁକ୍ତିନ ସଂରକ୍ଷଣ, ବନ୍ୟଜନ୍ତୁ ନିୟନ୍ତ୍ରଣ, ପରିବେଶ ସନ୍ତୁଳନ ପାଇଁ ଅରଣ୍ୟ ଜରୁରୀ । ହେଲେ ଜଙ୍ଗଲ କାଟି ଚାଷଜମି ଓ ଶିଳ୍ପ ପାଇଁ ବ୍ୟବହାର ହେଉଛି । ଅନେକ ସ୍ଥାନରେ ବେଆଇନ କାଠ ଚୋରା ଚାଲାଣ ହେଉଛି । ବନ ବିଭାଗ ଏ ଦିଗରେ କଡ଼ା ପଦକ୍ଷେପ ନେବା ଦରକାର । ଗ୍ରାମବାସୀଙ୍କୁ ଜଙ୍ଗଲ ସୁରକ୍ଷାରେ ସାମିଲ କରାଯିବା ଉଚିତ । ବୃକ୍ଷରୋପଣ କାର୍ଯ୍ୟକ୍ରମ ବ୍ୟାପକ ଭାବେ କରାଯିବା ଆବଶ୍ୟକ । ଏହା ହେଲେ ହିଁ ଆଗାମୀ ପିଢ଼ି ପାଇଁ ପରିବେଶ ସୁରକ୍ଷିତ ରହିବ । [1166,807,1496,909]
solution-cell: 3 [1347,2015,1361,2029]
solution-cell: 9 [1403,2057,1417,2071]
sudoku-cell[interactable] [1407,1653,1437,1683]
sudoku-cell[interactable] [1257,1863,1287,1893]
fish-col2-bottom: ତେଣୁ ମାଛ ମଧ୍ୟ ଏକ ଅନୁଭବଶୀଳ ପ୍ରାଣୀ । ଏହାର ସ୍ମୃତି, ଶିକ୍ଷା ଓ ଅନୁଭବ କ୍ଷମତାକୁ ଅବହେଳା କରିବା ଉଚିତ ନୁହେଁ । ପ୍ରତ୍ୟେକ ପ୍ରାଣୀ ପ୍ରତି ଦୟା ଓ ସମ୍ମାନ ଦେଖାଇବା ଆମର କର୍ତ୍ତବ୍ୟ । ମାଛକୁ ଗୋଟିଏ ଖାଦ୍ୟ ଉପାଦାନ ଭାବେ ନୁହେଁ, ଏକ ଜୀବନ୍ତ ପ୍ରାଣୀ ଭାବେ ଦେଖିବା ଆବଶ୍ୟକ । ପରିବେଶ ସନ୍ତୁଳନ ରକ୍ଷା ପାଇଁ ମାଛଙ୍କ ଭୂମିକା ଗୁରୁତ୍ୱପୂର୍ଣ୍ଣ । ସେମାନେ ଜଳକୁ ପରିଷ୍କାର ରଖନ୍ତି ଓ ଖାଦ୍ୟଶୃଙ୍ଖଳାର ଏକ ମୁଖ୍ୟ ଅଂଶ । ଆଶାକରେ ପାଠକମାନେ ଏ ବିଷୟରେ ଚିନ୍ତା କରିବେ । [606,583,870,700]
main-headline: ମାଛର ସ୍ମୃତିଶକ୍ତି [510,90,976,163]
sudoku-title: ସୁ-ଡୋ-କୁ [1342,1592,1496,1632]
sudoku-cell[interactable] [1317,1803,1347,1833]
vote-col2: ନୋଟା ବିକଳ୍ପ ଥିଲେ ମଧ୍ୟ ଏହା ପ୍ରକୃତ ସମାଧାନ ନୁହେଁ । ଭୋଟରମାନେ ପ୍ରାର୍ଥୀଙ୍କ ଯୋଗ୍ୟତା, ସଚ୍ଚୋଟତା ଓ ଜନସେବା ମନୋଭାବକୁ ବିଚାର କରି ଭୋଟ ଦେବା ଉଚିତ । ଜାତି, ଧର୍ମ, ପ୍ରଲୋଭନ ଆଧାରରେ ଭୋଟ ଦେବା ଗଣତନ୍ତ୍ର ପାଇଁ ବିପଜ୍ଜନକ । ଯୁବ ଭୋଟରମାନେ ଏଥର ନିର୍ଣ୍ଣାୟକ ଭୂମିକା ନେବେ । ସୋସିଆଲ ମିଡ଼ିଆରେ ବହୁ ଭୁଲ ଖବର ପ୍ରଚାର ହେଉଛି, ସେଥିରୁ ସତର୍କ ରହିବା ଦରକାର । ପ୍ରତ୍ୟେକ ଭୋଟ ମୂଲ୍ୟବାନ । [330,1857,730,1929]
solution-cell: 2 [1389,1987,1403,2001]
sudoku-cell[interactable] [1317,1833,1347,1863]
sudoku-cell[interactable]: 9 [1227,1893,1257,1923]
solution-cell: 5 [1417,2029,1431,2043]
solution-cell: 9 [1417,2071,1431,2085]
zilla-author: ଜଗଦୀଶ ପାତ୍ର [200,936,277,951]
sudoku-cell[interactable] [1377,1773,1407,1803]
sudoku-cell[interactable] [1437,1773,1467,1803]
anniv-date-panel [174,972,304,1024]
solution-cell: 6 [1375,2085,1389,2099]
solution-cell: 1 [1361,2029,1375,2043]
solution-row [1333,1987,1459,2001]
solution-cell: 1 [1347,2057,1361,2071]
sudoku-logo-part: ku [1245,1594,1282,1619]
abiswas-byline: ପ୍ରକାଶ ତ୍ରିପାଠୀ [6,1122,186,1149]
solution-cell: 3 [1333,2029,1347,2043]
column-rule [332,4,333,1104]
solution-cell: 6 [1445,2029,1459,2043]
sudoku-cell[interactable]: 1 [1287,1863,1317,1893]
sudoku-cell[interactable] [1317,1773,1347,1803]
sudoku-cell[interactable] [1197,1653,1227,1683]
solution-cell: 6 [1361,2015,1375,2029]
sudoku-cell[interactable] [1377,1803,1407,1833]
contact-email[interactable]: E-mail:advt@dharitri.com [1248,1511,1414,1526]
sudoku-cell[interactable] [1257,1653,1287,1683]
solution-cell: 7 [1403,2001,1417,2015]
solution-cell: 4 [1403,2085,1417,2099]
sudoku-cell[interactable]: 4 [1347,1803,1377,1833]
column-banner [600,474,876,574]
sudoku-cell[interactable] [1287,1803,1317,1833]
sudoku-cell[interactable] [1377,1683,1407,1713]
sudoku-cell[interactable]: 7 [1407,1803,1437,1833]
sudoku-cell[interactable]: 1 [1407,1683,1437,1713]
solution-cell: 3 [1431,2043,1445,2057]
chirantani-source: (ସ୍ୱପ୍ନ ସ୍ୱଜନ) [179,216,254,229]
solution-cell: 5 [1431,2085,1445,2099]
anniversary-box [6,956,312,1030]
anniv-bullet: ● ଜାଲାଲାବାଦ ଉପରେ ଆଫଗାନ ବିଦ୍ରୋହୀମାନଙ୍କ ଆକ୍ରମଣରେ ୩୦୦ ମୃତ । [8,1035,299,1062]
solution-cell: 8 [1375,1973,1389,1987]
solution-cell: 5 [1417,2057,1431,2071]
solution-cell: 6 [1403,1987,1417,2001]
solution-row [1333,2057,1459,2071]
sudoku-logo-part: su [1166,1594,1202,1619]
contact-line: କେବଳ ସମ୍ପାଦକଙ୍କୁ ପତ୍ର, ଖବର ପାଇଁ ବ୍ୟବହାର କରନ୍ତୁ [1209,1449,1453,1462]
solution-cell: 8 [1375,2001,1389,2015]
solution-row [1333,1973,1459,1987]
sudoku-cell[interactable]: 6 [1197,1833,1227,1863]
solution-cell: 9 [1333,2015,1347,2029]
sudoku-cell[interactable] [1287,1773,1317,1803]
solution-cell: 5 [1347,2071,1361,2085]
abiswas-col2: ବିଦେଶୀ ପର୍ଯ୍ୟଟକମାନେ ଆମ ଦେଶ ବିଷୟରେ ଯାହା ଧାରଣା ନେଇ ଫେରନ୍ତି ତାହା ଆମ ଦେଶର ଭାବମୂର୍ତ୍ତି ଗଢ଼େ । 'ଅତିଥି ଦେବୋ ଭବ' ଆମ ସଂସ୍କୃତିର ମୂଳମନ୍ତ୍ର । ହେଲେ ବାସ୍ତବରେ ଆମେ ଅତିଥିଙ୍କ ସହ ଏପରି ବ୍ୟବହାର କରୁନାହୁଁ । ଟ୍ୟାକ୍ସିବାଲା, ଗାଇଡ୍, ଦୋକାନୀ ସମସ୍ତେ ବିଦେଶୀଙ୍କୁ ଠକିବାକୁ ଚେଷ୍ଟା କରନ୍ତି । ଦମ୍ପତି କହିଲେ, 'ଆମେ ପୁଣି ଭାରତ ଆସିବୁ, କିନ୍ତୁ ଏଥର ଅଧିକ ସତର୍କ ରହିବୁ ।' ମୋର ମନେହେଲା ଆମେ ଯଦି ଆମ ଦେଶର ସୁନାମ ବଢ଼ାଇବାକୁ ଚାହୁଁ, ତେବେ ପ୍ରତ୍ୟେକ ନାଗରିକଙ୍କୁ ଦାୟିତ୍ୱବାନ ହେବାକୁ ପଡ଼ିବ । [330,1195,730,1282]
solution-cell: 2 [1417,2001,1431,2015]
sudoku-cell[interactable] [1407,1833,1437,1863]
solution-cell: 6 [1347,2001,1361,2015]
pathak-item1-title: ବିଦେଶରୁ କଳାଟଙ୍କା ଫେରିଆସୁ [1166,448,1406,472]
sudoku-cell[interactable] [1407,1863,1437,1893]
column-rule [1154,4,1155,2334]
sudoku-cell[interactable] [1437,1893,1467,1923]
zilla-diary [4,266,316,384]
solution-cell: 7 [1375,2057,1389,2071]
author-photo [606,480,682,568]
